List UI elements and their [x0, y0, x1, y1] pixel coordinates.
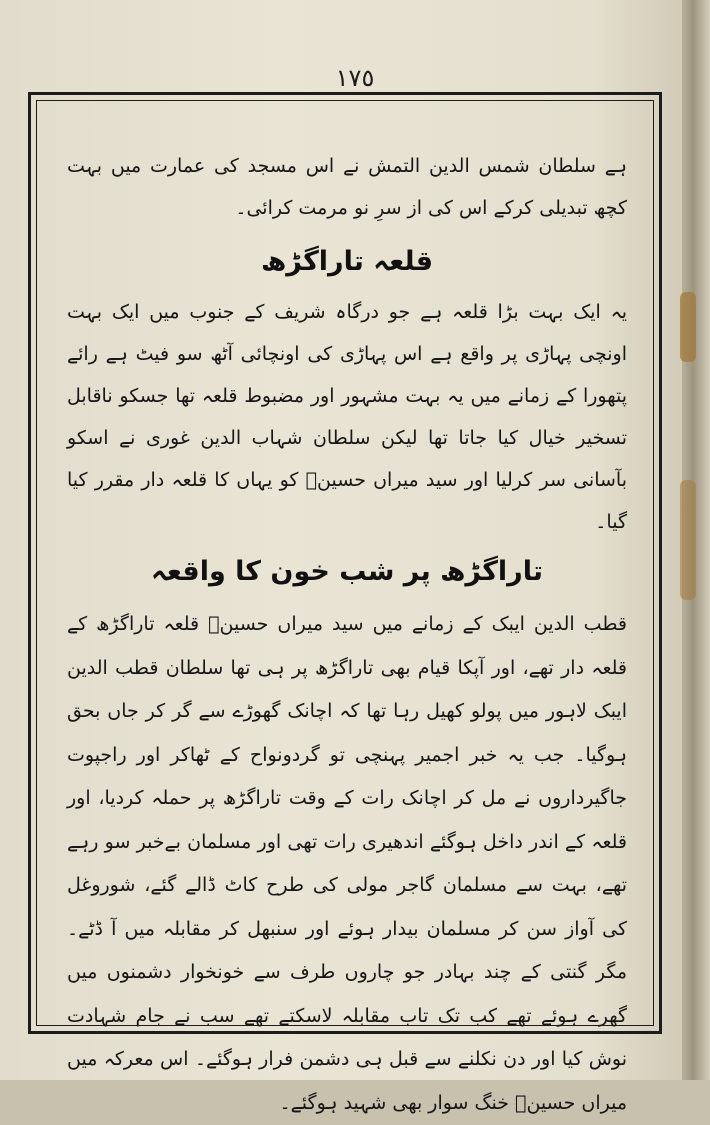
- section-heading-night-raid: تاراگڑھ پر شب خون کا واقعہ: [150, 556, 543, 587]
- taragarh-fort-paragraph: یہ ایک بہت بڑا قلعہ ہے جو درگاہ شریف کے جنوب میں ایک بہت اونچی پہاڑی پر واقع ہے اس پہاڑی کی اونچائی آٹھ سو فیٹ ہے رائے پتھورا کے زمانے میں یہ بہت مشہور اور مضبوط قلعہ تھا جسکو ناقابل تسخیر خیال کیا جاتا تھا لیکن سلطان شہاب الدین غوری نے اسکو بآسانی سر کرلیا اور سید میراں حسینؒ کو یہاں کا قلعہ دار مقرر کیا گیا۔: [67, 301, 627, 533]
- night-raid-paragraph: قطب الدین ایبک کے زمانے میں سید میراں حسینؒ قلعہ تاراگڑھ کے قلعہ دار تھے، اور آپکا قیام بھی تاراگڑھ پر ہی تھا سلطان قطب الدین ایبک لاہور میں پولو کھیل رہا تھا کہ اچانک گھوڑے سے گر کر جاں بحق ہوگیا۔ جب یہ خبر اجمیر پہنچی تو گردونواح کے ٹھاکر اور راجپوت جاگیرداروں نے مل کر اچانک رات کے وقت تاراگڑھ پر حملہ کردیا، اور قلعہ کے اندر داخل ہوگئے اندھیری رات تھی اور مسلمان بےخبر سو رہے تھے، بہت سے مسلمان گاجر مولی کی طرح کاٹ ڈالے گئے، شوروغل کی آواز سن کر مسلمان بیدار ہوئے اور سنبھل کر مقابلہ میں آ ڈٹے۔ مگر گنتی کے چند بہادر جو چاروں طرف سے خونخوار دشمنوں میں گھرے ہوئے تھے کب تک تاب مقابلہ لاسکتے تھے سب نے جام شہادت نوش کیا اور دن نکلنے سے قبل ہی دشمن فرار ہوگئے۔ اس معرکہ میں میراں حسینؒ خنگ سوار بھی شہید ہوگئے۔: [67, 613, 627, 1114]
- paper-stain: [680, 480, 696, 600]
- paper-stain: [680, 292, 696, 362]
- intro-paragraph: ہے سلطان شمس الدین التمش نے اس مسجد کی عمارت میں بہت کچھ تبدیلی کرکے اس کی از سرِ نو مرمت کرائی۔: [67, 155, 627, 219]
- text-block: [67, 145, 627, 1125]
- section-heading-taragarh-fort: قلعہ تاراگڑھ: [260, 246, 434, 277]
- page-border-inner: [36, 100, 654, 1114]
- page-number: ١٧٥: [335, 64, 375, 92]
